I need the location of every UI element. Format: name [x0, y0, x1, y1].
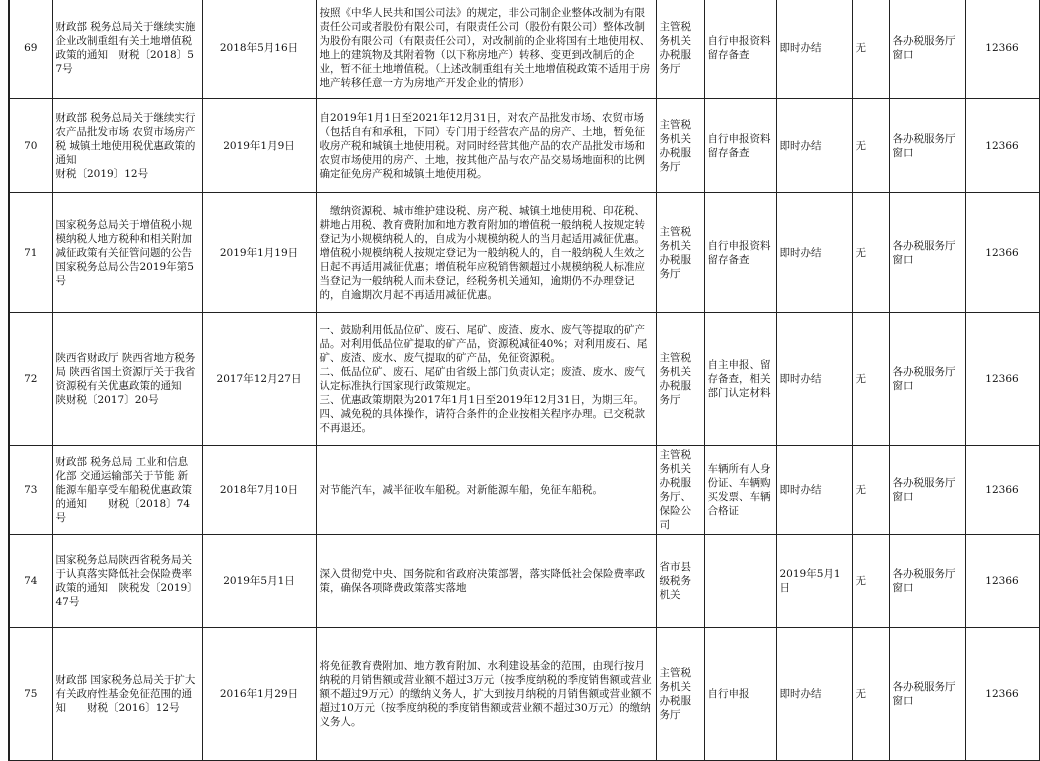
table-row	[9, 313, 1039, 446]
procedure-materials-cell: 车辆所有人身份证、车辆购买发票、车辆合格证	[704, 446, 776, 535]
handling-department-cell: 主管税务机关办税服务厅	[656, 0, 704, 99]
hotline-cell: 12366	[965, 446, 1039, 535]
policy-table	[8, 0, 1040, 761]
policy-title-cell: 财政部 税务总局关于继续实施企业改制重组有关土地增值税政策的通知 财税〔2018〕57号	[52, 0, 202, 99]
policy-content-cell: 一、鼓励利用低品位矿、废石、尾矿、废渣、废水、废气等提取的矿产品。对利用低品位矿提取的矿产品，资源税减征40%；对利用废石、尾矿、废渣、废水、废气提取的矿产品，免征资源税。 二、低品位矿、废石、尾矿由省级上部门负责认定；废渣、废水、废气认定标准执行国家现行政策规定。 三、优惠政策期限为2017年1月1日至2019年12月31日，为期三年。 四、减免税的具体操作，请符合条件的企业按相关程序办理。已交税款不再退还。	[316, 313, 656, 446]
table-row	[9, 535, 1039, 628]
issue-date-cell: 2019年1月9日	[202, 99, 316, 193]
policy-content-cell: 将免征教育费附加、地方教育附加、水利建设基金的范围，由现行按月纳税的月销售额或营业额不超过3万元（按季度纳税的季度销售额或营业额不超过9万元）的缴纳义务人，扩大到按月纳税的月销售额或营业额不超过10万元（按季度纳税的季度销售额或营业额不超过30万元）的缴纳义务人。	[316, 628, 656, 761]
processing-time-cell: 即时办结	[776, 446, 852, 535]
row-number-cell: 70	[9, 99, 52, 193]
policy-title-cell: 国家税务总局关于增值税小规模纳税人地方税种和相关附加减征政策有关征管问题的公告 国家税务总局公告2019年第5号	[52, 193, 202, 313]
processing-time-cell: 即时办结	[776, 628, 852, 761]
processing-time-cell: 即时办结	[776, 193, 852, 313]
policy-title-cell: 财政部 税务总局关于继续实行农产品批发市场 农贸市场房产税 城镇土地使用税优惠政策的通知 财税〔2019〕12号	[52, 99, 202, 193]
service-window-cell: 各办税服务厅窗口	[889, 628, 965, 761]
issue-date-cell: 2018年7月10日	[202, 446, 316, 535]
handling-department-cell: 主管税务机关办税服务厅	[656, 99, 704, 193]
policy-title-cell: 陕西省财政厅 陕西省地方税务局 陕西省国土资源厅关于我省资源税有关优惠政策的通知 陕财税〔2017〕20号	[52, 313, 202, 446]
fee-cell: 无	[852, 313, 889, 446]
processing-time-cell: 即时办结	[776, 99, 852, 193]
table-body	[9, 0, 1039, 761]
table-row	[9, 193, 1039, 313]
policy-title-cell: 财政部 税务总局 工业和信息化部 交通运输部关于节能 新能源车船享受车船税优惠政策的通知 财税〔2018〕74号	[52, 446, 202, 535]
row-number-cell: 69	[9, 0, 52, 99]
processing-time-cell: 2019年5月1日	[776, 535, 852, 628]
handling-department-cell: 省市县级税务机关	[656, 535, 704, 628]
issue-date-cell: 2019年5月1日	[202, 535, 316, 628]
hotline-cell: 12366	[965, 628, 1039, 761]
procedure-materials-cell: 自行申报资料留存备查	[704, 193, 776, 313]
processing-time-cell: 即时办结	[776, 0, 852, 99]
hotline-cell: 12366	[965, 0, 1039, 99]
handling-department-cell: 主管税务机关办税服务厅	[656, 628, 704, 761]
policy-content-cell: 自2019年1月1日至2021年12月31日，对农产品批发市场、农贸市场（包括自有和承租，下同）专门用于经营农产品的房产、土地，暂免征收房产税和城镇土地使用税。对同时经营其他产品的农产品批发市场和农贸市场使用的房产、土地，按其他产品与农产品交易场地面积的比例确定征免房产税和城镇土地使用税。	[316, 99, 656, 193]
row-number-cell: 73	[9, 446, 52, 535]
processing-time-cell: 即时办结	[776, 313, 852, 446]
row-number-cell: 75	[9, 628, 52, 761]
issue-date-cell: 2019年1月19日	[202, 193, 316, 313]
hotline-cell: 12366	[965, 535, 1039, 628]
policy-content-cell: 对节能汽车，减半征收车船税。对新能源车船，免征车船税。	[316, 446, 656, 535]
policy-content-cell: 缴纳资源税、城市维护建设税、房产税、城镇土地使用税、印花税、耕地占用税、教育费附加和地方教育附加的增值税一般纳税人按规定转登记为小规模纳税人的，自成为小规模纳税人的当月起适用减征优惠。增值税小规模纳税人按规定登记为一般纳税人的，自一般纳税人生效之日起不再适用减征优惠；增值税年应税销售额超过小规模纳税人标准应当登记为一般纳税人而未登记，经税务机关通知，逾期仍不办理登记的，自逾期次月起不再适用减征优惠。	[316, 193, 656, 313]
handling-department-cell: 主管税务机关办税服务厅、保险公司	[656, 446, 704, 535]
issue-date-cell: 2016年1月29日	[202, 628, 316, 761]
service-window-cell: 各办税服务厅窗口	[889, 99, 965, 193]
service-window-cell: 各办税服务厅窗口	[889, 535, 965, 628]
fee-cell: 无	[852, 628, 889, 761]
hotline-cell: 12366	[965, 99, 1039, 193]
table-row	[9, 628, 1039, 761]
procedure-materials-cell: 自行申报	[704, 628, 776, 761]
procedure-materials-cell: 自行申报资料留存备查	[704, 99, 776, 193]
issue-date-cell: 2018年5月16日	[202, 0, 316, 99]
service-window-cell: 各办税服务厅窗口	[889, 446, 965, 535]
service-window-cell: 各办税服务厅窗口	[889, 0, 965, 99]
policy-title-cell: 财政部 国家税务总局关于扩大有关政府性基金免征范围的通知 财税〔2016〕12号	[52, 628, 202, 761]
hotline-cell: 12366	[965, 313, 1039, 446]
fee-cell: 无	[852, 193, 889, 313]
fee-cell: 无	[852, 0, 889, 99]
service-window-cell: 各办税服务厅窗口	[889, 313, 965, 446]
table-row	[9, 99, 1039, 193]
table-row	[9, 0, 1039, 99]
policy-content-cell: 按照《中华人民共和国公司法》的规定，非公司制企业整体改制为有限责任公司或者股份有限公司，有限责任公司（股份有限公司）整体改制为股份有限公司（有限责任公司），对改制前的企业将国有土地使用权、地上的建筑物及其附着物（以下称房地产）转移、变更到改制后的企业，暂不征土地增值税。（上述改制重组有关土地增值税政策不适用于房地产转移任意一方为房地产开发企业的情形）	[316, 0, 656, 99]
row-number-cell: 72	[9, 313, 52, 446]
handling-department-cell: 主管税务机关办税服务厅	[656, 193, 704, 313]
fee-cell: 无	[852, 99, 889, 193]
service-window-cell: 各办税服务厅窗口	[889, 193, 965, 313]
handling-department-cell: 主管税务机关办税服务厅	[656, 313, 704, 446]
procedure-materials-cell: 自主申报、留存备查，相关部门认定材料	[704, 313, 776, 446]
fee-cell: 无	[852, 446, 889, 535]
fee-cell: 无	[852, 535, 889, 628]
policy-content-cell: 深入贯彻党中央、国务院和省政府决策部署，落实降低社会保险费率政策，确保各项降费政策落实落地	[316, 535, 656, 628]
row-number-cell: 71	[9, 193, 52, 313]
row-number-cell: 74	[9, 535, 52, 628]
hotline-cell: 12366	[965, 193, 1039, 313]
table-row	[9, 446, 1039, 535]
procedure-materials-cell: 自行申报资料留存备查	[704, 0, 776, 99]
policy-title-cell: 国家税务总局陕西省税务局关于认真落实降低社会保险费率政策的通知 陕税发〔2019〕47号	[52, 535, 202, 628]
procedure-materials-cell	[704, 535, 776, 628]
issue-date-cell: 2017年12月27日	[202, 313, 316, 446]
